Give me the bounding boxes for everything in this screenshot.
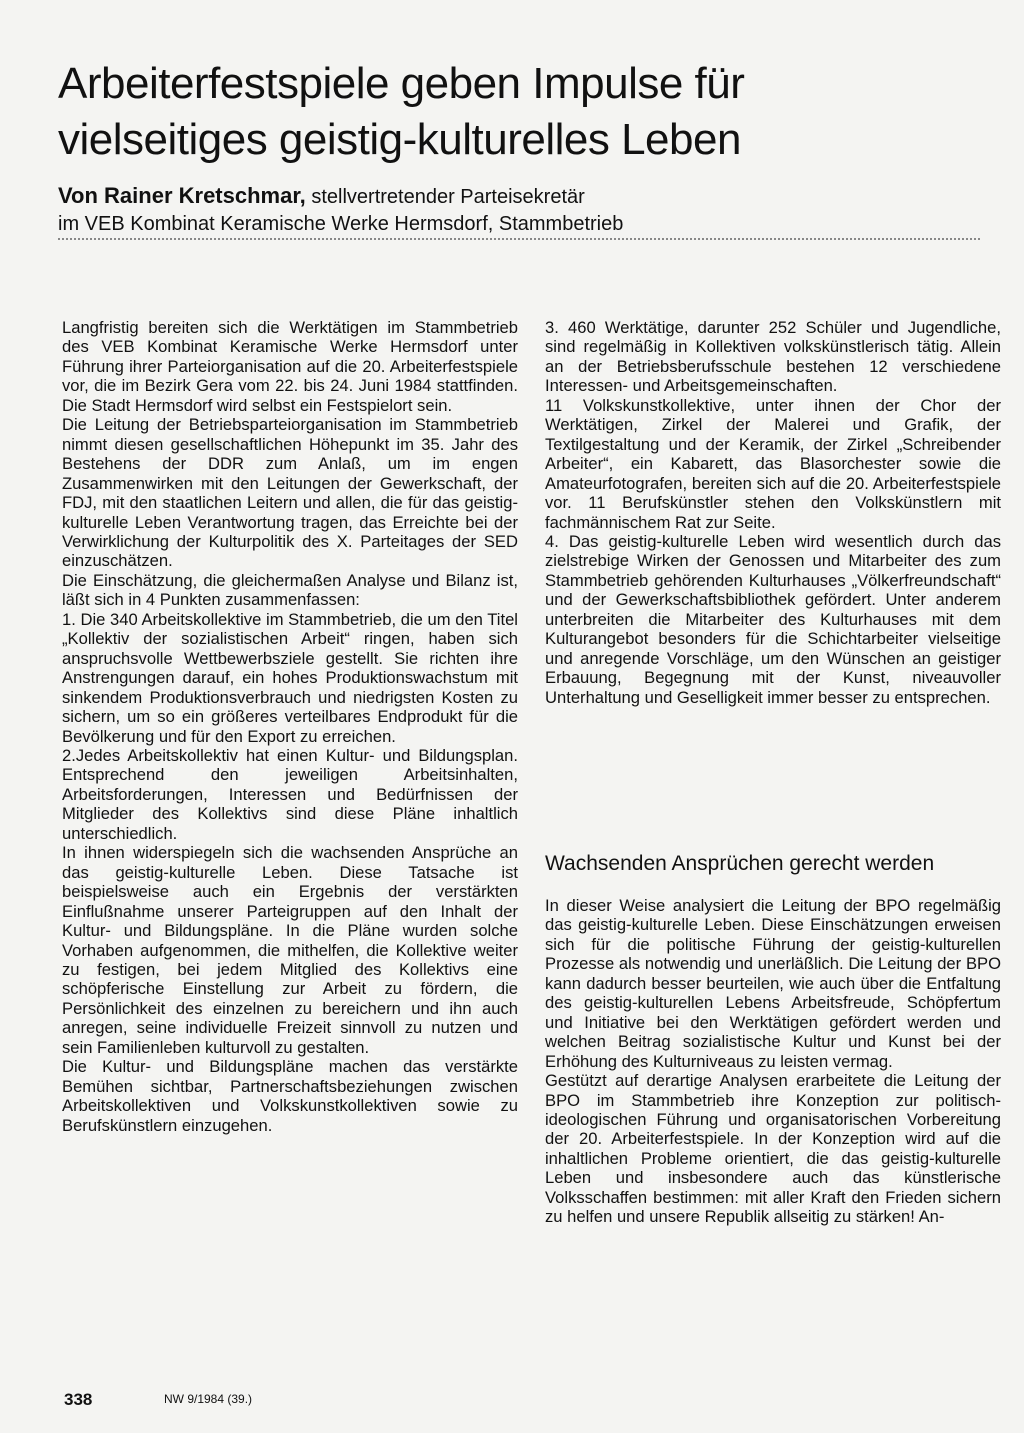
article-title (58, 56, 978, 168)
paragraph: Gestützt auf derartige Analysen erarbeitete die Leitung der BPO im Stammbetrieb ihre Konzeption zur politisch-ideologischen Führung und organisatorischen Vorbereitung der 20. Arbeiterfestspiele. In der Konzeption wird auf die inhaltlichen Probleme orientiert, die das geistig-kulturelle Leben und insbesondere auch das künstlerische Volksschaffen bestimmen: mit aller Kraft den Frieden sichern zu helfen und unsere Republik allseitig zu stärken! An- (545, 1071, 1001, 1227)
right-column-bottom (545, 896, 1001, 1227)
byline-line-1 (58, 182, 978, 211)
right-column-top (545, 318, 1001, 707)
byline (58, 182, 978, 238)
issue-reference: NW 9/1984 (39.) (164, 1392, 253, 1406)
paragraph: 11 Volkskunstkollektive, unter ihnen der Chor der Werktätigen, Zirkel der Malerei und Grafik, der Textilgestaltung und der Keramik, der Zirkel „Schreibender Arbeiter“, ein Kabarett, das Blasorchester sowie die Amateurfotografen, bereiten sich auf die 20. Arbeiterfestspiele vor. 11 Berufskünstler stehen den Volkskünstlern mit fachmännischem Rat zur Seite. (545, 395, 1001, 532)
title-line-2: vielseitiges geistig-kulturelles Leben (58, 115, 741, 164)
paragraph: Die Kultur- und Bildungspläne machen das verstärkte Bemühen sichtbar, Partnerschaftsbeziehungen zwischen Arbeitskollektiven und Volkskunstkollektiven sowie zu Berufskünstlern einzugehen. (62, 1057, 518, 1135)
paragraph: In dieser Weise analysiert die Leitung der BPO regelmäßig das geistig-kulturelle Leben. Diese Einschätzungen erweisen sich für die politische Führung der geistig-kulturellen Prozesse als notwendig und unerläßlich. Die Leitung der BPO kann dadurch besser beurteilen, wie auch über die Entfaltung des geistig-kulturellen Lebens Arbeitsfreude, Schöpfertum und Initiative bei den Werktätigen gefördert werden und welchen Beitrag sozialistische Kultur und Kunst bei der Erhöhung des Kulturniveaus zu leisten vermag. (545, 896, 1001, 1071)
header-divider (58, 238, 980, 240)
paragraph: Die Leitung der Betriebsparteiorganisation im Stammbetrieb nimmt diesen gesellschaftlichen Höhepunkt im 35. Jahr des Bestehens der DDR zum Anlaß, um im engen Zusammenwirken mit den Leitungen der Gewerkschaft, der FDJ, mit den staatlichen Leitern und allen, die für das geistig-kulturelle Leben Verantwortung tragen, das Erreichte bei der Verwirklichung der Kulturpolitik des X. Parteitages der SED einzuschätzen. (62, 415, 518, 571)
title-line-1: Arbeiterfestspiele geben Impulse für (58, 59, 745, 108)
paragraph: Die Einschätzung, die gleichermaßen Analyse und Bilanz ist, läßt sich in 4 Punkten zusammenfassen: (62, 570, 518, 610)
byline-role: stellvertretender Parteisekretär (305, 186, 585, 208)
paragraph: 1. Die 340 Arbeitskollektive im Stammbetrieb, die um den Titel „Kollektiv der sozialistischen Arbeit“ ringen, haben sich anspruchsvolle Wettbewerbsziele gestellt. Sie richten ihre Anstrengungen darauf, ein hohes Produktionswachstum mit sinkendem Produktionsverbrauch und niedrigsten Kosten zu sichern, um so ein größeres verteilbares Endprodukt für die Bevölkerung und für den Export zu erreichen. (62, 609, 518, 746)
paragraph: 3. 460 Werktätige, darunter 252 Schüler und Jugendliche, sind regelmäßig in Kollektiven volkskünstlerisch tätig. Allein an der Betriebsberufsschule bestehen 12 verschiedene Interessen- und Arbeitsgemeinschaften. (545, 318, 1001, 396)
page-footer (64, 1390, 92, 1410)
byline-author: Von Rainer Kretschmar, (58, 183, 306, 208)
byline-line-2: im VEB Kombinat Keramische Werke Hermsdorf, Stammbetrieb (58, 213, 624, 235)
page-number: 338 (64, 1390, 93, 1409)
section-subheading: Wachsenden Ansprüchen gerecht werden (545, 852, 935, 875)
paragraph: 2.Jedes Arbeitskollektiv hat einen Kultur- und Bildungsplan. Entsprechend den jeweiligen Arbeitsinhalten, Arbeitsforderungen, Interessen und Bedürfnissen der Mitglieder des Kollektivs sind diese Pläne inhaltlich unterschiedlich. (62, 745, 518, 843)
paragraph: Langfristig bereiten sich die Werktätigen im Stammbetrieb des VEB Kombinat Keramische Werke Hermsdorf unter Führung ihrer Parteiorganisation auf die 20. Arbeiterfestspiele vor, die im Bezirk Gera vom 22. bis 24. Juni 1984 stattfinden. Die Stadt Hermsdorf wird selbst ein Festspielort sein. (62, 318, 518, 415)
left-column (62, 318, 518, 1135)
paragraph: In ihnen widerspiegeln sich die wachsenden Ansprüche an das geistig-kulturelle Leben. Diese Tatsache ist beispielsweise auch ein Ergebnis der verstärkten Einflußnahme unserer Parteigruppen auf den Inhalt der Kultur- und Bildungspläne. In die Pläne wurden solche Vorhaben aufgenommen, die mithelfen, die Kollektive weiter zu festigen, bei jedem Mitglied des Kollektivs eine schöpferische Einstellung zur Arbeit zu fördern, die Persönlichkeit des einzelnen zu bereichern und ihn auch anregen, seine individuelle Freizeit sinnvoll zu nutzen und sein Familienleben kulturvoll zu gestalten. (62, 843, 518, 1057)
paragraph: 4. Das geistig-kulturelle Leben wird wesentlich durch das zielstrebige Wirken der Genossen und Mitarbeiter des zum Stammbetrieb gehörenden Kulturhauses „Völkerfreundschaft“ und der Gewerkschaftsbibliothek gefördert. Unter anderem unterbreiten die Mitarbeiter des Kulturhauses mit dem Kulturangebot besonders für die Schichtarbeiter vielseitige und anregende Vorschläge, um den Wünschen an geistiger Erbauung, Begegnung mit der Kunst, niveauvoller Unterhaltung und Geselligkeit immer besser zu entsprechen. (545, 531, 1001, 707)
